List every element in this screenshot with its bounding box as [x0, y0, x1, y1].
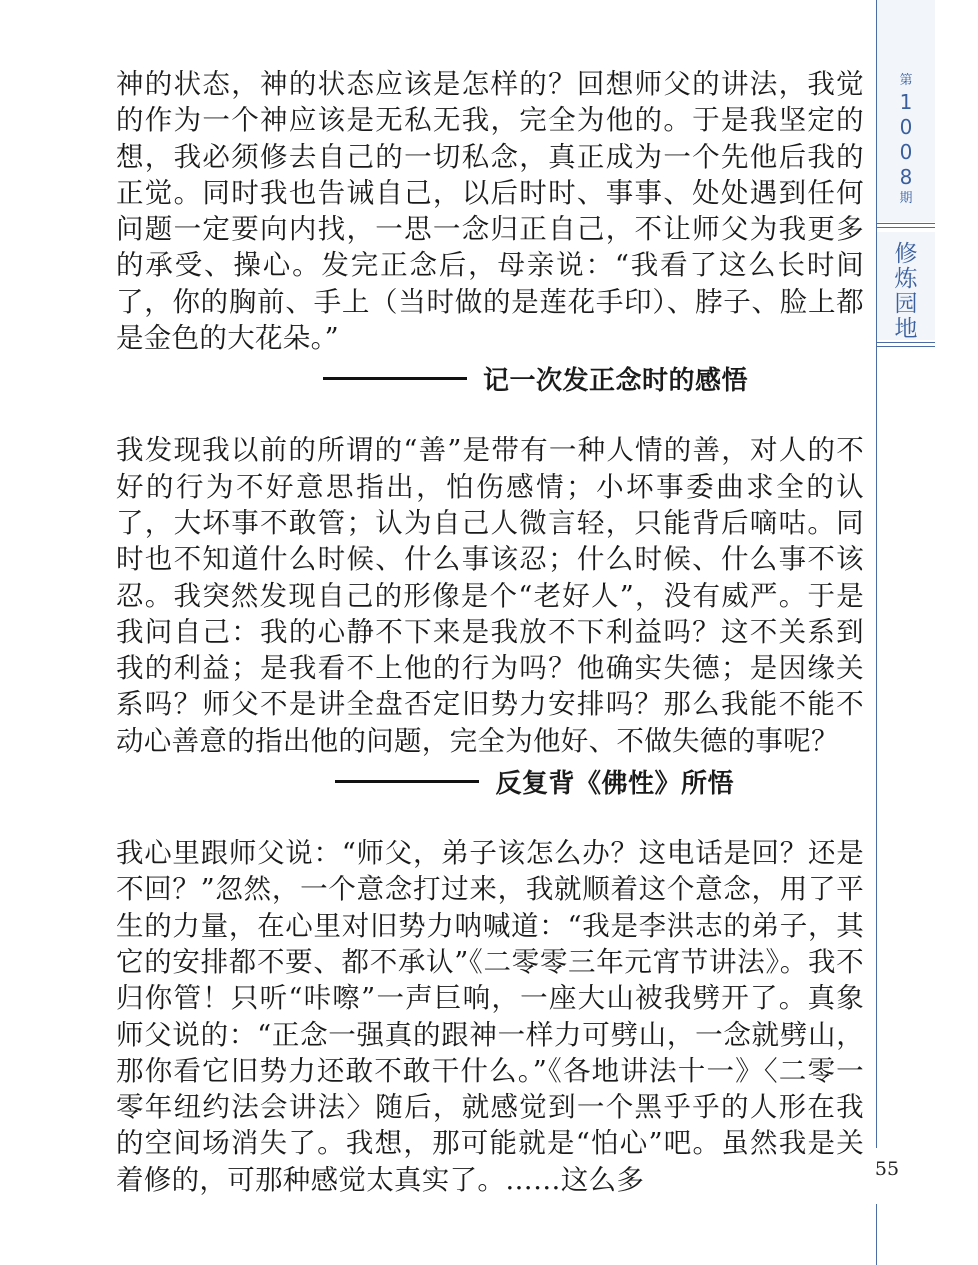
- section-label: [877, 232, 935, 340]
- issue-digit: 0: [899, 115, 913, 139]
- issue-suffix: 期: [899, 191, 913, 206]
- article-body: [116, 66, 864, 1198]
- page-number: 55: [874, 1158, 900, 1180]
- paragraph-1: 神的状态，神的状态应该是怎样的？回想师父的讲法，我觉的作为一个神应该是无私无我，完全为他的。于是我坚定的想，我必须修去自己的一切私念，真正成为一个先他后我的正觉。同时我也告诫自己，以后时时、事事、处处遇到任何问题一定要向内找，一思一念归正自己，不让师父为我更多的承受、操心。发完正念后，母亲说：“我看了这么长时间了，你的胸前、手上（当时做的是莲花手印）、脖子、脸上都是金色的大花朵。”: [116, 68, 864, 355]
- sidebar-rule: [877, 346, 935, 347]
- section-char: 炼: [894, 266, 918, 292]
- issue-digit: 1: [899, 90, 913, 114]
- section-heading-2: [116, 761, 864, 801]
- section-heading-1: [116, 358, 864, 398]
- issue-digit: 0: [899, 140, 913, 164]
- sidebar-rule: [877, 342, 935, 343]
- sidebar-rule: [877, 227, 935, 228]
- spacer: [116, 398, 864, 432]
- spacer: [116, 801, 864, 835]
- section-char: 修: [894, 241, 918, 267]
- section-char: 园: [894, 291, 918, 317]
- heading-rule: [335, 780, 479, 783]
- paragraph-2: 我发现我以前的所谓的“善”是带有一种人情的善，对人的不好的行为不好意思指出，怕伤感情；小坏事委曲求全的认了，大坏事不敢管；认为自己人微言轻，只能背后嘀咕。同时也不知道什么时候、什么事该忍；什么时候、什么事不该忍。我突然发现自己的形像是个“老好人”，没有威严。于是我问自己：我的心静不下来是我放不下利益吗？这不关系到我的利益；是我看不上他的行为吗？他确实失德；是因缘关系吗？师父不是讲全盘否定旧势力安排吗？那么我能不能不动心善意的指出他的问题，完全为他好、不做失德的事呢？: [116, 434, 864, 757]
- section-char: 地: [894, 316, 918, 342]
- issue-prefix: 第: [899, 73, 913, 88]
- issue-digit: 8: [899, 165, 913, 189]
- paragraph-3: 我心里跟师父说：“师父，弟子该怎么办？这电话是回？还是不回？”忽然，一个意念打过来，我就顺着这个意念，用了平生的力量，在心里对旧势力呐喊道：“我是李洪志的弟子，其它的安排都不要、都不承认”《二零零三年元宵节讲法》。我不归你管！只听“咔嚓”一声巨响，一座大山被我劈开了。真象师父说的：“正念一强真的跟神一样力可劈山，一念就劈山，那你看它旧势力还敢不敢干什么。”《各地讲法十一》〈二零一零年纽约法会讲法〉随后，就感觉到一个黑乎乎的人形在我的空间场消失了。我想，那可能就是“怕心”吧。虽然我是关着修的，可那种感觉太真实了。……这么多: [116, 837, 864, 1196]
- heading-rule: [323, 377, 467, 380]
- issue-badge: [877, 0, 935, 222]
- sidebar-rule: [877, 223, 935, 224]
- heading-text: 记一次发正念时的感悟: [482, 365, 748, 396]
- heading-text: 反复背《佛性》所悟: [495, 768, 734, 799]
